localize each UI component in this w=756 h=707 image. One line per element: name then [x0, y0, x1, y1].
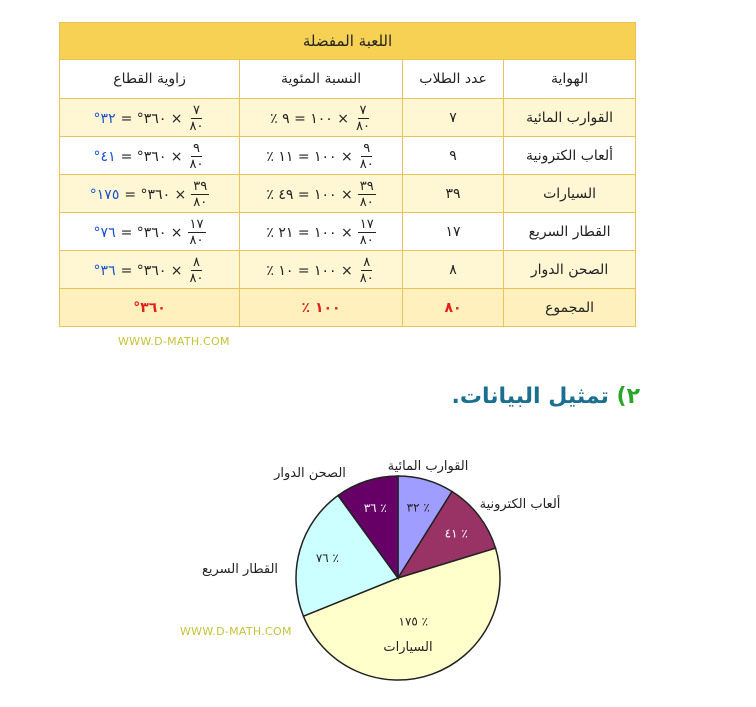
slice-name-games: ألعاب الكترونية [479, 497, 561, 512]
fraction: $\frac{٨}{٨٠}$ [359, 255, 374, 286]
angle-result: ٤١° [93, 148, 116, 165]
header-hobby: الهواية [504, 60, 636, 99]
total-percent: ١٠٠ ٪ [240, 289, 403, 327]
percent-cell: $\frac{٨}{٨٠}$ × ١٠٠ = ١٠ ٪ [240, 251, 403, 289]
angle-result: ٣٦° [93, 262, 116, 279]
percent-cell: $\frac{٧}{٨٠}$ × ١٠٠ = ٩ ٪ [240, 99, 403, 137]
fraction: $\frac{١٧}{٨٠}$ [359, 217, 374, 248]
fraction: $\frac{٣٩}{٨٠}$ [359, 179, 374, 210]
angle-cell: $\frac{٨}{٨٠}$ × ٣٦٠° = ٣٦° [60, 251, 240, 289]
count-cell: ٣٩ [403, 175, 504, 213]
header-count: عدد الطلاب [403, 60, 504, 99]
count-cell: ٨ [403, 251, 504, 289]
fraction: $\frac{٩}{٨٠}$ [359, 141, 374, 172]
angle-result: ١٧٥° [89, 186, 120, 203]
header-percent: النسبة المئوية [240, 60, 403, 99]
slice-value-boats: ٣٢ ٪ [406, 500, 430, 515]
slice-name-cars: السيارات [383, 640, 433, 655]
slice-value-train: ٧٦ ٪ [315, 550, 339, 565]
slice-name-disc: الصحن الدوار [274, 466, 346, 481]
hobby-cell: السيارات [504, 175, 636, 213]
total-label: المجموع [504, 289, 636, 327]
section-text: تمثيل البيانات. [451, 384, 609, 409]
angle-cell: $\frac{٣٩}{٨٠}$ × ٣٦٠° = ١٧٥° [60, 175, 240, 213]
fraction: $\frac{٧}{٨٠}$ [189, 103, 204, 134]
angle-result: ٣٢° [93, 110, 116, 127]
count-cell: ٩ [403, 137, 504, 175]
header-angle: زاوية القطاع [60, 60, 240, 99]
hobby-cell: الصحن الدوار [504, 251, 636, 289]
hobby-cell: القطار السريع [504, 213, 636, 251]
angle-cell: $\frac{٧}{٨٠}$ × ٣٦٠° = ٣٢° [60, 99, 240, 137]
slice-name-boats: القوارب المائية [387, 459, 469, 474]
fraction: $\frac{٨}{٨٠}$ [189, 255, 204, 286]
hobby-cell: ألعاب الكترونية [504, 137, 636, 175]
section-number: ٢) [616, 384, 640, 409]
fraction: $\frac{٧}{٨٠}$ [356, 103, 370, 134]
watermark-top: WWW.D-MATH.COM [118, 335, 230, 348]
fraction: $\frac{٩}{٨٠}$ [189, 141, 204, 172]
watermark-bottom: WWW.D-MATH.COM [180, 625, 292, 638]
slice-value-disc: ٣٦ ٪ [363, 501, 387, 516]
hobby-cell: القوارب المائية [504, 99, 636, 137]
angle-cell: $\frac{١٧}{٨٠}$ × ٣٦٠° = ٧٦° [60, 213, 240, 251]
percent-cell: $\frac{٣٩}{٨٠}$ × ١٠٠ = ٤٩ ٪ [240, 175, 403, 213]
slice-value-cars: ١٧٥ ٪ [398, 614, 429, 629]
total-angle: ٣٦٠° [60, 289, 240, 327]
angle-cell: $\frac{٩}{٨٠}$ × ٣٦٠° = ٤١° [60, 137, 240, 175]
percent-cell: $\frac{١٧}{٨٠}$ × ١٠٠ = ٢١ ٪ [240, 213, 403, 251]
percent-cell: $\frac{٩}{٨٠}$ × ١٠٠ = ١١ ٪ [240, 137, 403, 175]
slice-name-train: القطار السريع [201, 562, 279, 577]
angle-result: ٧٦° [93, 224, 116, 241]
count-cell: ١٧ [403, 213, 504, 251]
table-title: اللعبة المفضلة [60, 23, 636, 60]
total-count: ٨٠ [403, 289, 504, 327]
count-cell: ٧ [403, 99, 504, 137]
slice-value-games: ٤١ ٪ [444, 526, 468, 541]
fraction: $\frac{٣٩}{٨٠}$ [193, 179, 208, 210]
fraction: $\frac{١٧}{٨٠}$ [189, 217, 204, 248]
